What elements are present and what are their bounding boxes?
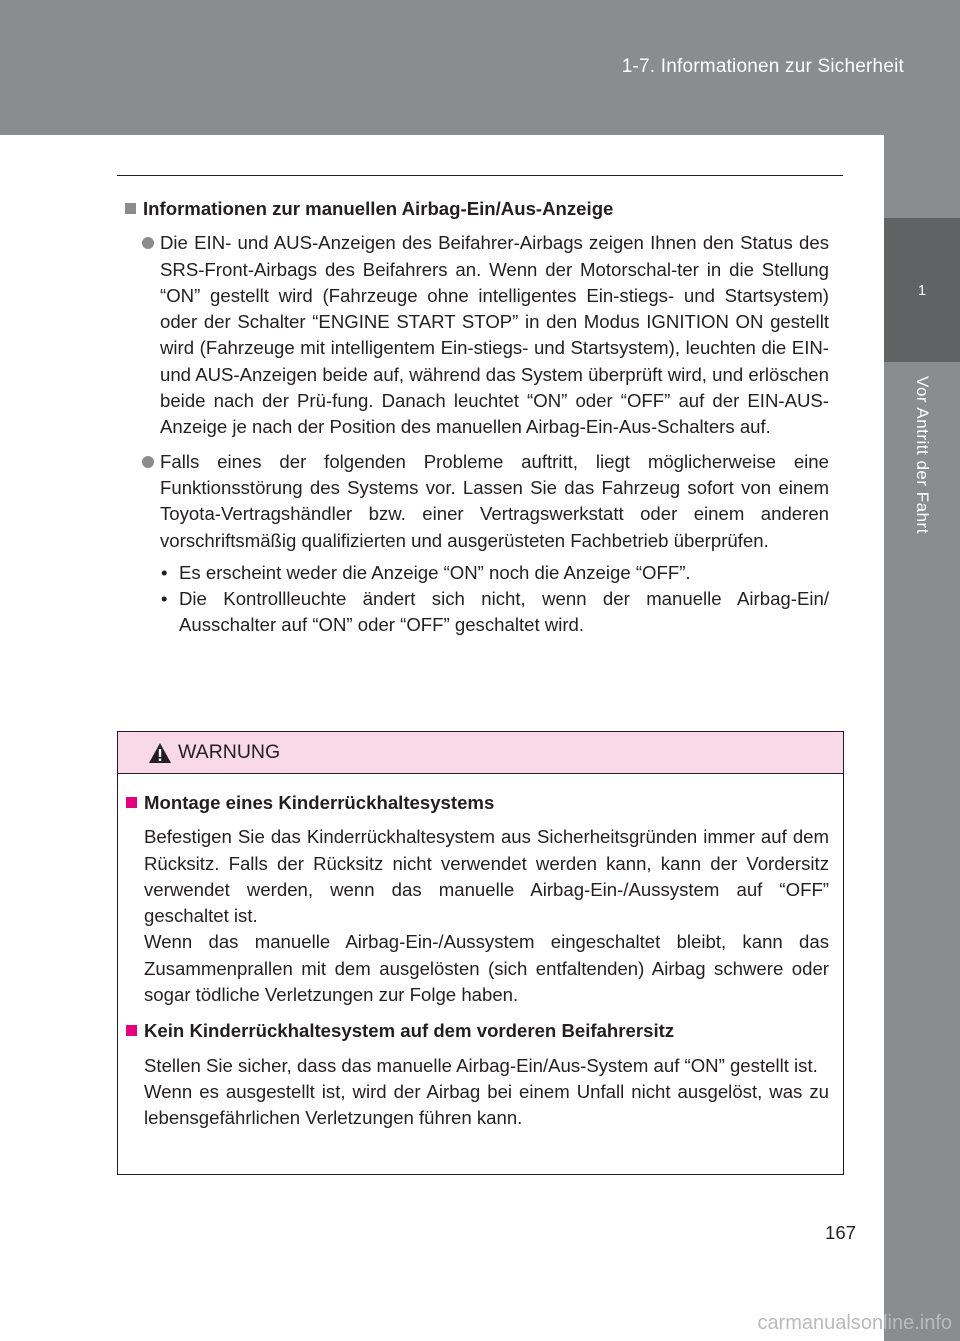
info-sub-bullet-text: Es erscheint weder die Anzeige “ON” noch die Anzeige “OFF”. xyxy=(179,561,691,583)
info-sub-bullet-text: Die Kontrollleuchte ändert sich nicht, wenn der manuelle Airbag-Ein/ Ausschalter auf “ON” oder “OFF” geschaltet wird. xyxy=(179,588,829,636)
square-bullet-icon xyxy=(125,203,136,214)
section-title: 1-7. Informationen zur Sicherheit xyxy=(621,56,904,77)
warning-heading-text: Montage eines Kinderrückhaltesystems xyxy=(144,792,495,813)
info-bullet xyxy=(117,449,829,554)
dot-bullet-icon: • xyxy=(161,588,168,610)
warning-header xyxy=(118,732,843,774)
info-bullet xyxy=(117,230,829,440)
square-bullet-icon xyxy=(126,797,137,808)
warning-paragraph: Befestigen Sie das Kinderrückhaltesystem aus Sicherheitsgründen immer auf dem Rücksitz. Falls der Rücksitz nicht verwendet werden kann, kann der Vordersitz verwendet werden, wenn das manuelle Airbag-Ein-/Aussystem auf “OFF” geschaltet ist. xyxy=(144,826,829,927)
square-bullet-icon xyxy=(126,1025,137,1036)
circle-bullet-icon xyxy=(142,456,154,468)
warning-body xyxy=(118,774,843,1132)
warning-triangle-icon xyxy=(148,742,172,764)
warning-heading xyxy=(126,1018,829,1044)
info-section xyxy=(117,196,829,639)
warning-paragraph: Wenn es ausgestellt ist, wird der Airbag bei einem Unfall nicht ausgelöst, was zu lebensgefährlichen Verletzungen führen kann. xyxy=(144,1080,829,1129)
chapter-label: Vor Antritt der Fahrt xyxy=(913,376,932,534)
circle-bullet-icon xyxy=(142,237,154,249)
info-heading-text: Informationen zur manuellen Airbag-Ein/Aus-Anzeige xyxy=(143,198,614,219)
warning-box xyxy=(117,731,844,1175)
top-divider xyxy=(117,175,843,176)
chapter-number-tab: 1 xyxy=(884,218,960,362)
dot-bullet-icon: • xyxy=(161,561,168,583)
warning-heading-text: Kein Kinderrückhaltesystem auf dem vorderen Beifahrersitz xyxy=(144,1020,675,1042)
warning-paragraph: Wenn das manuelle Airbag-Ein-/Aussystem eingeschaltet bleibt, kann das Zusammenprallen mit dem ausgelösten (sich entfaltenden) Airbag schwere oder sogar tödliche Verletzungen zur Folge haben. xyxy=(144,931,829,1006)
warning-heading xyxy=(126,790,829,816)
warning-title: WARNUNG xyxy=(178,741,281,763)
page-number: 167 xyxy=(825,1222,857,1243)
info-bullet-text: Falls eines der folgenden Probleme auftritt, liegt möglicherweise eine Funktionsstörung des Systems vor. Lassen Sie das Fahrzeug sofort von einem Toyota-Vertragshändler bzw. einer Vertragswerkstatt oder einem anderen vorschriftsmäßig qualifizierten und ausgerüsteten Fachbetrieb überprüfen. xyxy=(160,450,829,551)
info-sub-bullet xyxy=(117,560,829,586)
info-heading xyxy=(125,196,829,222)
watermark: carmanualsonline.info xyxy=(757,1312,952,1334)
warning-paragraph: Stellen Sie sicher, dass das manuelle Airbag-Ein/Aus-System auf “ON” gestellt ist. xyxy=(144,1054,818,1076)
info-bullet-text: Die EIN- und AUS-Anzeigen des Beifahrer-Airbags zeigen Ihnen den Status des SRS-Front-Airbags des Beifahrers an. Wenn der Motorschal-ter in die Stellung “ON” gestellt wird (Fahrzeuge ohne intelligentes Ein-stiegs- und Startsystem) oder der Schalter “ENGINE START STOP” in den Modus IGNITION ON gestellt wird (Fahrzeuge mit intelligentem Ein-stiegs- und Startsystem), leuchten die EIN- und AUS-Anzeigen beide auf, während das System überprüft wird, und erlöschen beide nach der Prü-fung. Danach leuchtet “ON” oder “OFF” auf der EIN-AUS-Anzeige je nach der Position des manuellen Airbag-Ein-Aus-Schalters auf. xyxy=(160,232,829,438)
info-sub-bullet xyxy=(117,586,829,639)
